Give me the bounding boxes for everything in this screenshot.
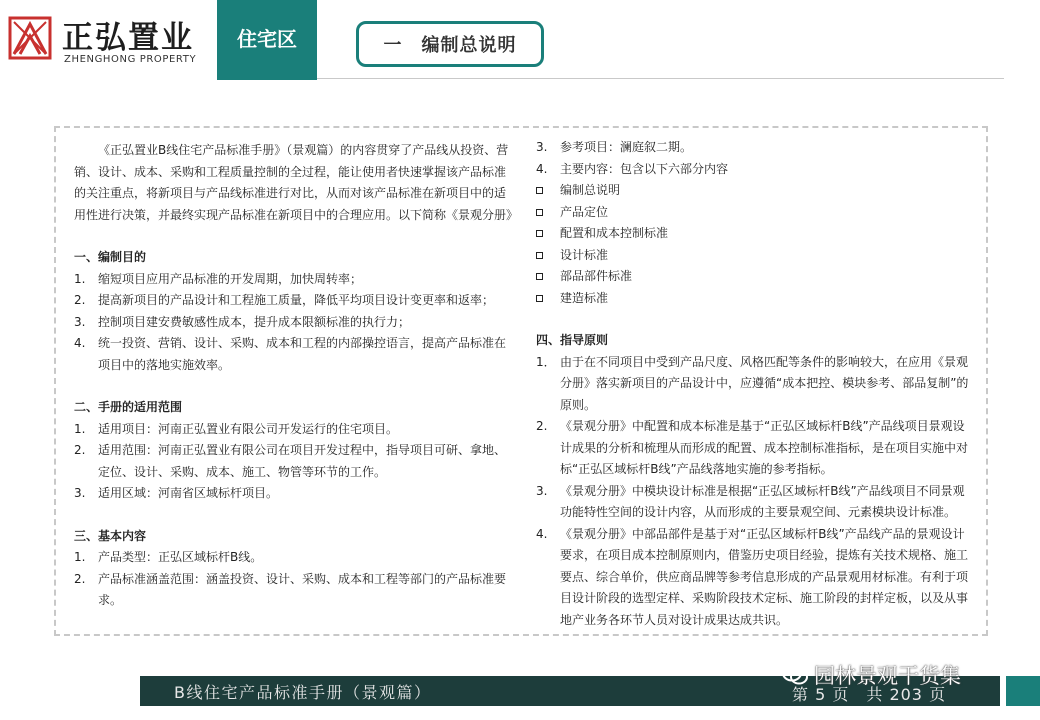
list-item: 1. 缩短项目应用产品标准的开发周期，加快周转率； xyxy=(74,271,363,286)
square-bullet-icon xyxy=(536,245,560,267)
right-column xyxy=(536,137,976,631)
intro-paragraph: 《正弘置业B线住宅产品标准手册》（景观篇）的内容贯穿了产品线从投资、营销、设计、成本、采购和工程质量控制的全过程，能让使用者快速掌握该产品标准的关注重点，将新项目与产品线标准进行对比，从而对该产品标准在新项目中的适用性进行决策，并最终实现产品标准在新项目中的合理应用。以下简称《景观分册》 xyxy=(74,143,519,222)
bullet-item: 编制总说明 xyxy=(536,180,976,202)
bullet-item: 配置和成本控制标准 xyxy=(536,223,976,245)
square-bullet-icon xyxy=(536,223,560,245)
section-tab-residential: 住宅区 xyxy=(217,0,317,80)
list-item: 4. 《景观分册》中部品部件是基于对“正弘区域标杆B线”产品线产品的景观设计要求，在项目成本控制原则内，借鉴历史项目经验，提炼有关技术规格、施工要点、综合单价，供应商品牌等参考信息形成的产品景观用材标准。有利于项目设计阶段的选型定样、采购阶段技术定标、施工阶段的封样定板，以及从事地产业务各环节人员对设计成果达成共识。 xyxy=(536,526,969,627)
square-bullet-icon xyxy=(536,202,560,224)
logo-english-name: ZHENGHONG PROPERTY xyxy=(64,54,197,65)
section-heading-scope: 二、手册的适用范围 xyxy=(74,400,183,414)
section-heading-content: 三、基本内容 xyxy=(74,528,147,543)
list-item: 1． 由于在不同项目中受到产品尺度、风格匹配等条件的影响较大，在应用《景观分册》落实新项目的产品设计中，应遵循“成本把控、模块参考、部品复制”的原则。 xyxy=(536,354,969,412)
company-logo xyxy=(8,12,218,72)
list-item: 3. 控制项目建安费敏感性成本，提升成本限额标准的执行力； xyxy=(74,314,411,329)
list-item: 4. 主要内容：包含以下六部分内容 xyxy=(536,161,729,176)
watermark xyxy=(782,660,961,690)
section-heading-principles: 四、指导原则 xyxy=(536,333,609,347)
list-item: 3. 《景观分册》中模块设计标准是根据“正弘区域标杆B线”产品线项目不同景观功能特性空间的设计内容，从而形成的主要景观空间、元素模块设计标准。 xyxy=(536,483,965,519)
square-bullet-icon xyxy=(536,266,560,288)
page-number: 第 5 页 共 203 页 xyxy=(792,685,947,704)
list-item: 2. 适用范围：河南正弘置业有限公司在项目开发过程中，指导项目可研、拿地、定位、设计、采购、成本、施工、物管等环节的工作。 xyxy=(74,443,507,479)
bullet-item: 设计标准 xyxy=(536,245,976,267)
square-bullet-icon xyxy=(536,288,560,310)
list-item: 3. 参考项目：澜庭叙二期。 xyxy=(536,140,693,154)
left-column xyxy=(74,140,519,612)
bullet-item: 建造标准 xyxy=(536,288,976,310)
list-item: 1. 产品类型：正弘区域标杆B线。 xyxy=(74,550,263,564)
list-item: 3. 适用区域：河南省区域标杆项目。 xyxy=(74,486,279,500)
watermark-text: 园林景观干货集 xyxy=(814,664,961,688)
list-item: 4. 统一投资、营销、设计、采购、成本和工程的内部操控语言，提高产品标准在项目中的落地实施效率。 xyxy=(74,336,507,372)
list-item: 2. 提高新项目的产品设计和工程施工质量，降低平均项目设计变更率和返率； xyxy=(74,293,495,307)
chapter-title: 一 编制总说明 xyxy=(356,21,544,67)
logo-mark-icon xyxy=(8,16,52,60)
footer-title: B线住宅产品标准手册（景观篇） xyxy=(174,683,432,702)
logo-chinese-name: 正弘置业 xyxy=(62,20,194,56)
square-bullet-icon xyxy=(536,180,560,202)
footer-accent xyxy=(1006,676,1040,706)
wechat-icon xyxy=(782,664,808,686)
list-item: 2. 产品标准涵盖范围：涵盖投资、设计、采购、成本和工程等部门的产品标准要求。 xyxy=(74,571,507,607)
bullet-item: 产品定位 xyxy=(536,202,976,224)
bullet-item: 部品部件标准 xyxy=(536,266,976,288)
list-item: 1. 适用项目：河南正弘置业有限公司开发运行的住宅项目。 xyxy=(74,421,399,436)
list-item: 2. 《景观分册》中配置和成本标准是基于“正弘区域标杆B线”产品线项目景观设计成果的分析和梳理从而形成的配置、成本控制标准指标，是在项目实施中对标“正弘区域标杆B线”产品线落地实施的参考指标。 xyxy=(536,419,969,476)
header-divider xyxy=(317,78,1004,79)
section-heading-purpose: 一、编制目的 xyxy=(74,250,147,264)
